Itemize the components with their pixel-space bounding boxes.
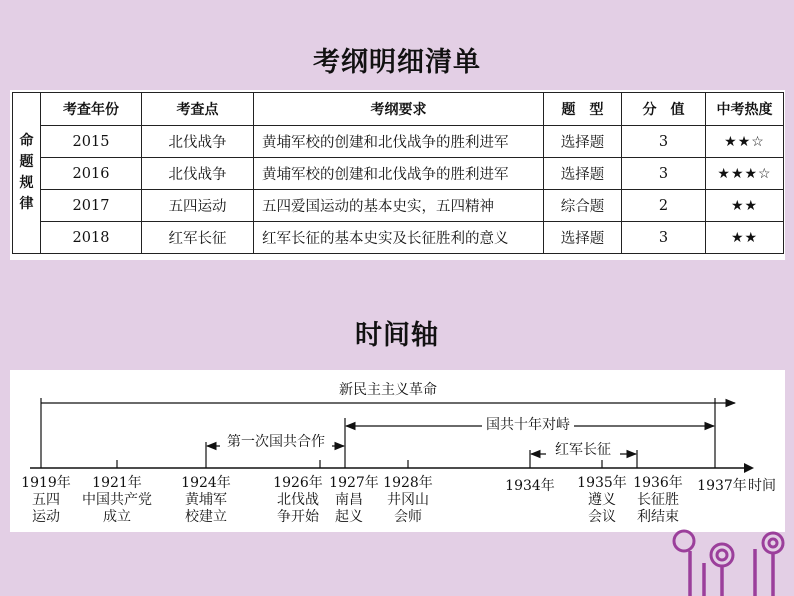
event-1928 xyxy=(383,474,433,525)
event-1937 xyxy=(697,477,747,494)
timeline-title: 时间轴 xyxy=(355,320,439,351)
cell-type: 选择题 xyxy=(544,158,622,190)
cell-type: 综合题 xyxy=(544,190,622,222)
event-1926 xyxy=(273,474,323,525)
header-heat: 中考热度 xyxy=(706,93,784,126)
event-desc: 成立 xyxy=(103,509,131,525)
event-desc: 校建立 xyxy=(185,509,227,525)
cell-year: 2017 xyxy=(41,190,142,222)
event-year: 1936年 xyxy=(633,475,683,491)
event-year: 1921年 xyxy=(92,475,142,491)
exam-outline-table-panel xyxy=(10,90,785,260)
event-year: 1935年 xyxy=(577,475,627,491)
event-desc: 井冈山 xyxy=(387,492,429,508)
header-requirement: 考纲要求 xyxy=(254,93,544,126)
header-topic: 考查点 xyxy=(142,93,254,126)
table-row xyxy=(13,126,784,158)
event-1921 xyxy=(82,474,152,525)
event-desc: 黄埔军 xyxy=(185,492,227,508)
span-label-long-march: 红军长征 xyxy=(555,442,611,458)
exam-outline-table xyxy=(12,92,784,254)
event-1924 xyxy=(181,474,231,525)
event-1935 xyxy=(577,474,627,525)
cell-topic: 五四运动 xyxy=(142,190,254,222)
cell-year: 2018 xyxy=(41,222,142,254)
span-label-first-cooperation: 第一次国共合作 xyxy=(227,434,325,450)
cell-topic: 北伐战争 xyxy=(142,158,254,190)
side-label xyxy=(13,93,41,254)
side-label-char: 规 xyxy=(19,175,34,191)
cell-topic: 北伐战争 xyxy=(142,126,254,158)
event-1936 xyxy=(633,474,683,525)
cell-heat: ★★☆ xyxy=(706,126,784,158)
event-desc: 运动 xyxy=(32,509,60,525)
outline-title: 考纲明细清单 xyxy=(313,47,481,78)
event-desc: 会师 xyxy=(394,509,422,525)
event-year: 1928年 xyxy=(383,475,433,491)
cell-heat: ★★★☆ xyxy=(706,158,784,190)
event-desc: 争开始 xyxy=(277,509,319,525)
header-type: 题 型 xyxy=(544,93,622,126)
side-label-char: 律 xyxy=(19,196,34,212)
cell-score: 3 xyxy=(622,158,706,190)
header-year: 考查年份 xyxy=(41,93,142,126)
event-desc: 遵义 xyxy=(588,492,616,508)
axis-label: 时间 xyxy=(748,478,776,494)
event-desc: 南昌 xyxy=(335,492,363,508)
cell-requirement: 五四爱国运动的基本史实，五四精神 xyxy=(254,190,544,222)
timeline-panel xyxy=(10,370,785,532)
table-row xyxy=(13,158,784,190)
event-year: 1927年 xyxy=(329,475,379,491)
event-1927 xyxy=(329,474,379,525)
event-year: 1919年 xyxy=(21,475,71,491)
cell-topic: 红军长征 xyxy=(142,222,254,254)
event-year: 1937年 xyxy=(697,478,747,494)
decorative-circles-icon xyxy=(670,525,794,596)
cell-type: 选择题 xyxy=(544,222,622,254)
span-label-new-democratic: 新民主主义革命 xyxy=(339,382,437,398)
side-label-char: 命 xyxy=(19,133,34,149)
event-year: 1934年 xyxy=(505,478,555,494)
axis-arrow-icon xyxy=(744,463,754,473)
event-desc: 长征胜 xyxy=(637,492,679,508)
span-label-ten-year: 国共十年对峙 xyxy=(486,417,570,433)
event-desc: 起义 xyxy=(335,509,363,525)
event-1919 xyxy=(21,474,71,525)
cell-score: 3 xyxy=(622,222,706,254)
cell-requirement: 黄埔军校的创建和北伐战争的胜利进军 xyxy=(254,126,544,158)
table-row xyxy=(13,190,784,222)
table-row xyxy=(13,222,784,254)
cell-heat: ★★ xyxy=(706,190,784,222)
cell-year: 2015 xyxy=(41,126,142,158)
table-header-row xyxy=(13,93,784,126)
event-desc: 五四 xyxy=(32,492,60,508)
event-desc: 中国共产党 xyxy=(82,492,152,508)
cell-heat: ★★ xyxy=(706,222,784,254)
timeline-diagram xyxy=(10,370,785,532)
header-score: 分 值 xyxy=(622,93,706,126)
cell-year: 2016 xyxy=(41,158,142,190)
cell-requirement: 红军长征的基本史实及长征胜利的意义 xyxy=(254,222,544,254)
cell-type: 选择题 xyxy=(544,126,622,158)
event-desc: 北伐战 xyxy=(277,492,319,508)
event-desc: 利结束 xyxy=(637,509,679,525)
event-desc: 会议 xyxy=(588,509,616,525)
cell-score: 2 xyxy=(622,190,706,222)
event-1934 xyxy=(505,477,555,494)
side-label-char: 题 xyxy=(19,154,34,170)
event-year: 1924年 xyxy=(181,475,231,491)
cell-score: 3 xyxy=(622,126,706,158)
cell-requirement: 黄埔军校的创建和北伐战争的胜利进军 xyxy=(254,158,544,190)
event-year: 1926年 xyxy=(273,475,323,491)
